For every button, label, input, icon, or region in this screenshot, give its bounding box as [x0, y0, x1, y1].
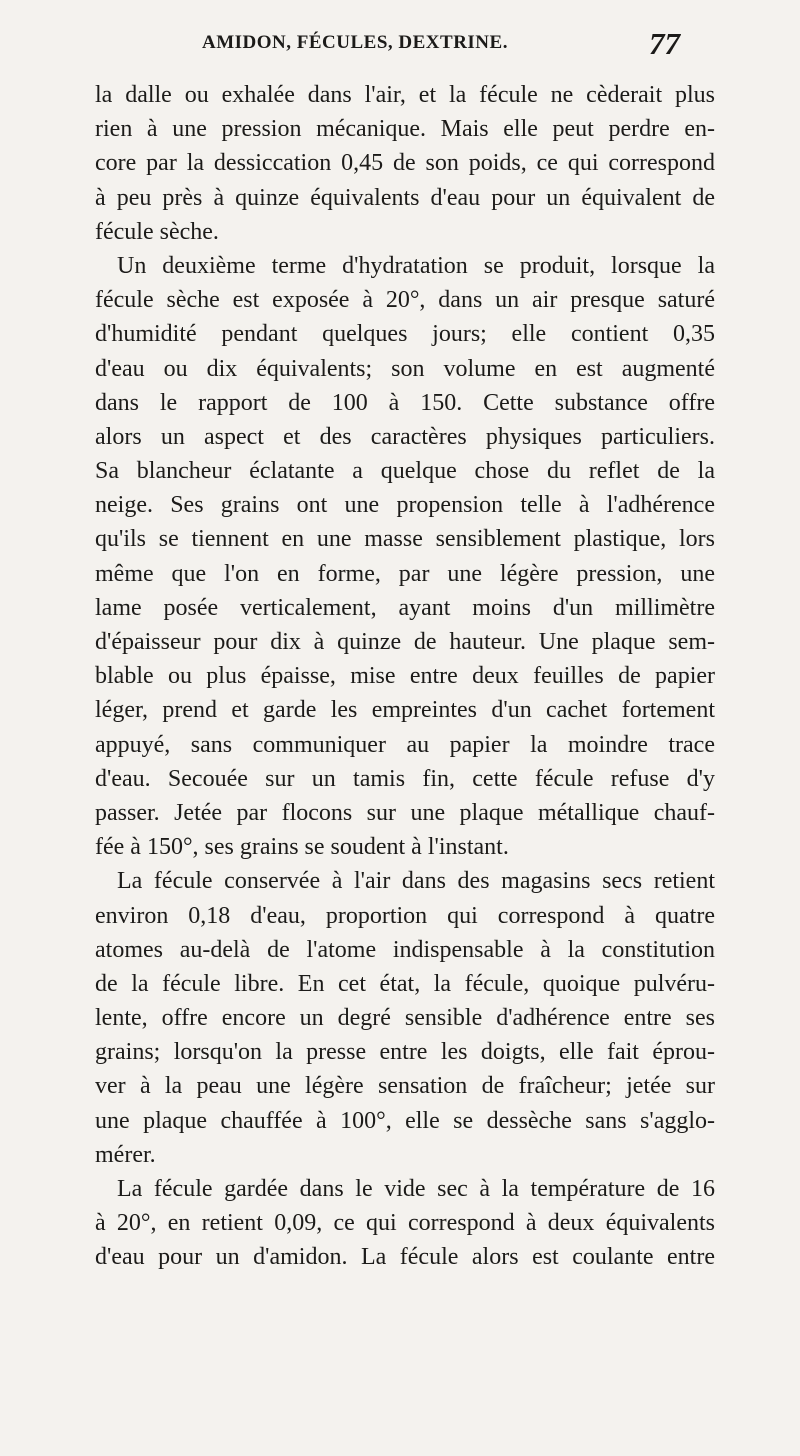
text-line: blable ou plus épaisse, mise entre deux feuilles de papier [95, 663, 715, 690]
text-line: dans le rapport de 100 à 150. Cette substance offre [95, 389, 715, 416]
text-line: d'épaisseur pour dix à quinze de hauteur. Une plaque sem- [95, 629, 715, 655]
text-line: fée à 150°, ses grains se soudent à l'instant. [95, 834, 509, 861]
text-line: core par la dessiccation 0,45 de son poids, ce qui correspond [95, 150, 715, 177]
text-line: la dalle ou exhalée dans l'air, et la fécule ne cèderait plus [95, 82, 715, 108]
text-line: d'humidité pendant quelques jours; elle contient 0,35 [95, 321, 715, 348]
text-line: une plaque chauffée à 100°, elle se dessèche sans s'agglo- [95, 1107, 715, 1134]
text-line: ver à la peau une légère sensation de fraîcheur; jetée sur [95, 1073, 715, 1100]
page-header [0, 18, 800, 62]
text-line: La fécule conservée à l'air dans des magasins secs retient [117, 868, 715, 895]
text-line: passer. Jetée par flocons sur une plaque métallique chauf- [95, 799, 715, 826]
text-line: Sa blancheur éclatante a quelque chose du reflet de la [95, 458, 715, 485]
text-line: La fécule gardée dans le vide sec à la température de 16 [117, 1176, 715, 1202]
text-line: fécule sèche. [95, 218, 219, 245]
text-line: d'eau pour un d'amidon. La fécule alors est coulante entre [95, 1244, 715, 1271]
body-text [95, 78, 715, 1275]
text-line: environ 0,18 d'eau, proportion qui correspond à quatre [95, 902, 715, 929]
text-line: alors un aspect et des caractères physiques particuliers. [95, 423, 715, 450]
text-line: léger, prend et garde les empreintes d'un cachet fortement [95, 697, 715, 724]
text-line: appuyé, sans communiquer au papier la moindre trace [95, 731, 715, 758]
running-head: AMIDON, FÉCULES, DEXTRINE. [202, 32, 508, 53]
text-line: lente, offre encore un degré sensible d'adhérence entre ses [95, 1005, 715, 1032]
text-line: fécule sèche est exposée à 20°, dans un air presque saturé [95, 287, 715, 314]
text-line: d'eau ou dix équivalents; son volume en est augmenté [95, 355, 715, 382]
text-line: grains; lorsqu'on la presse entre les doigts, elle fait éprou- [95, 1039, 715, 1066]
page-number: 77 [649, 26, 680, 61]
text-line: à 20°, en retient 0,09, ce qui correspond à deux équivalents [95, 1210, 715, 1237]
text-line: Un deuxième terme d'hydratation se produit, lorsque la [117, 252, 715, 279]
text-line: d'eau. Secouée sur un tamis fin, cette fécule refuse d'y [95, 765, 715, 792]
text-line: rien à une pression mécanique. Mais elle peut perdre en- [95, 116, 715, 143]
text-line: lame posée verticalement, ayant moins d'un millimètre [95, 594, 715, 621]
text-line: mérer. [95, 1141, 156, 1168]
text-line: neige. Ses grains ont une propension telle à l'adhérence [95, 492, 715, 519]
text-line: qu'ils se tiennent en une masse sensiblement plastique, lors [95, 526, 715, 553]
text-line: à peu près à quinze équivalents d'eau pour un équivalent de [95, 184, 715, 211]
text-line: de la fécule libre. En cet état, la fécule, quoique pulvéru- [95, 970, 715, 997]
text-line: même que l'on en forme, par une légère pression, une [95, 560, 715, 587]
text-line: atomes au-delà de l'atome indispensable à la constitution [95, 936, 715, 963]
